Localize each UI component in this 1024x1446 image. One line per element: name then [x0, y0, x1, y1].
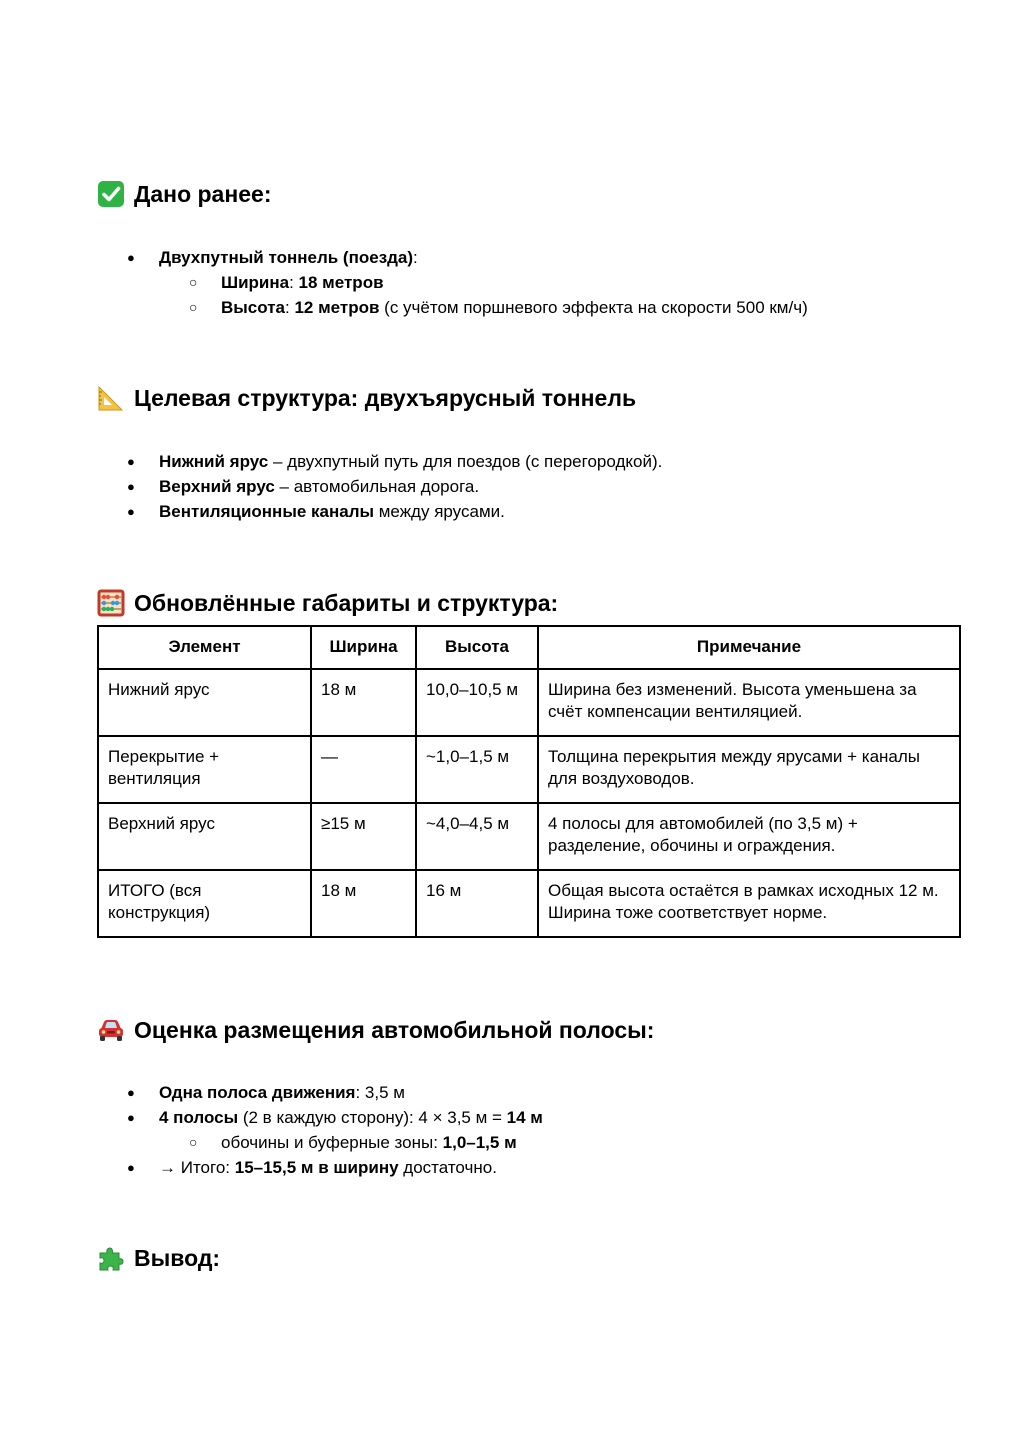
table-cell: Нижний ярус: [98, 669, 311, 736]
lane-list: [97, 1080, 959, 1180]
table-header-row: [98, 626, 960, 669]
table-row: [98, 870, 960, 937]
list-item-bold: Двухпутный тоннель (поезда): [159, 248, 414, 267]
table-cell: 18 м: [311, 669, 416, 736]
section-given-heading: [97, 180, 959, 208]
list-item-text: : 3,5 м: [355, 1083, 405, 1102]
abacus-icon: [97, 589, 125, 617]
sublist-item-value: 1,0–1,5 м: [442, 1133, 517, 1152]
section-target-title: Целевая структура: двухъярусный тоннель: [134, 385, 637, 411]
table-cell: ~4,0–4,5 м: [416, 803, 538, 870]
table-cell: ИТОГО (вся конструкция): [98, 870, 311, 937]
table-row: [98, 669, 960, 736]
table-cell: Общая высота остаётся в рамках исходных 12 м. Ширина тоже соответствует норме.: [538, 870, 960, 937]
list-item-value: 14 м: [506, 1108, 543, 1127]
list-item-bold: Нижний ярус: [159, 452, 269, 471]
list-item: [97, 449, 959, 474]
sublist-item: [159, 1130, 959, 1155]
section-given-title: Дано ранее:: [134, 181, 272, 207]
list-item: [97, 1080, 959, 1105]
section-conclusion-title: Вывод:: [134, 1245, 221, 1271]
table-cell: Перекрытие + вентиляция: [98, 736, 311, 803]
list-item-bold: Верхний ярус: [159, 477, 275, 496]
sublist-item-text: обочины и буферные зоны:: [221, 1133, 443, 1152]
given-sublist: [159, 270, 959, 320]
list-item-text: → Итого:: [159, 1158, 235, 1177]
section-given: [97, 180, 959, 320]
table-cell: ~1,0–1,5 м: [416, 736, 538, 803]
list-item-text: между ярусами.: [374, 502, 505, 521]
check-mark-button-icon: [97, 180, 125, 208]
sublist-item-bold: Высота: [221, 298, 285, 317]
list-item-text: :: [413, 248, 418, 267]
lane-sublist: [159, 1130, 959, 1155]
list-item-bold: Одна полоса движения: [159, 1083, 356, 1102]
table-header-cell: Ширина: [311, 626, 416, 669]
list-item: [97, 499, 959, 524]
section-target-heading: [97, 384, 959, 412]
list-item: [97, 474, 959, 499]
section-lane-title: Оценка размещения автомобильной полосы:: [134, 1017, 655, 1043]
section-conclusion: [97, 1244, 959, 1272]
section-updated: [97, 589, 959, 617]
sublist-item-bold: Ширина: [221, 273, 290, 292]
sublist-item-value: 18 метров: [298, 273, 384, 292]
table-header-cell: Элемент: [98, 626, 311, 669]
table-cell: ≥15 м: [311, 803, 416, 870]
table-cell: 16 м: [416, 870, 538, 937]
triangular-ruler-icon: [97, 384, 125, 412]
table-cell: 10,0–10,5 м: [416, 669, 538, 736]
list-item-text: – двухпутный путь для поездов (с перегородкой).: [268, 452, 663, 471]
sublist-item-text: (с учётом поршневого эффекта на скорости 500 км/ч): [379, 298, 808, 317]
table-row: [98, 803, 960, 870]
section-lane-heading: [97, 1016, 959, 1044]
target-list: [97, 449, 959, 524]
list-item: [97, 245, 959, 320]
table-cell: 4 полосы для автомобилей (по 3,5 м) + разделение, обочины и ограждения.: [538, 803, 960, 870]
list-item: [97, 1105, 959, 1155]
given-list: [97, 245, 959, 320]
section-target: [97, 384, 959, 524]
table-header-cell: Примечание: [538, 626, 960, 669]
sublist-item-sep: :: [289, 273, 299, 292]
section-conclusion-heading: [97, 1244, 959, 1272]
puzzle-piece-icon: [97, 1244, 125, 1272]
table-cell: Верхний ярус: [98, 803, 311, 870]
table-header-cell: Высота: [416, 626, 538, 669]
list-item-bold: Вентиляционные каналы: [159, 502, 375, 521]
dimensions-table: [97, 625, 961, 938]
list-item-text: – автомобильная дорога.: [274, 477, 480, 496]
section-updated-title: Обновлённые габариты и структура:: [134, 590, 559, 616]
sublist-item: [159, 295, 959, 320]
table-row: [98, 736, 960, 803]
table-cell: 18 м: [311, 870, 416, 937]
list-item-text: достаточно.: [398, 1158, 497, 1177]
list-item-bold: 15–15,5 м в ширину: [234, 1158, 399, 1177]
automobile-icon: [97, 1016, 125, 1044]
dimensions-table-wrap: [97, 625, 959, 938]
sublist-item-sep: :: [285, 298, 295, 317]
section-updated-heading: [97, 589, 959, 617]
section-lane: [97, 1016, 959, 1180]
table-cell: —: [311, 736, 416, 803]
list-item-bold: 4 полосы: [159, 1108, 239, 1127]
table-cell: Толщина перекрытия между ярусами + каналы для воздуховодов.: [538, 736, 960, 803]
sublist-item: [159, 270, 959, 295]
sublist-item-value: 12 метров: [294, 298, 380, 317]
list-item-text: (2 в каждую сторону): 4 × 3,5 м =: [238, 1108, 507, 1127]
table-cell: Ширина без изменений. Высота уменьшена за счёт компенсации вентиляцией.: [538, 669, 960, 736]
list-item: [97, 1155, 959, 1180]
